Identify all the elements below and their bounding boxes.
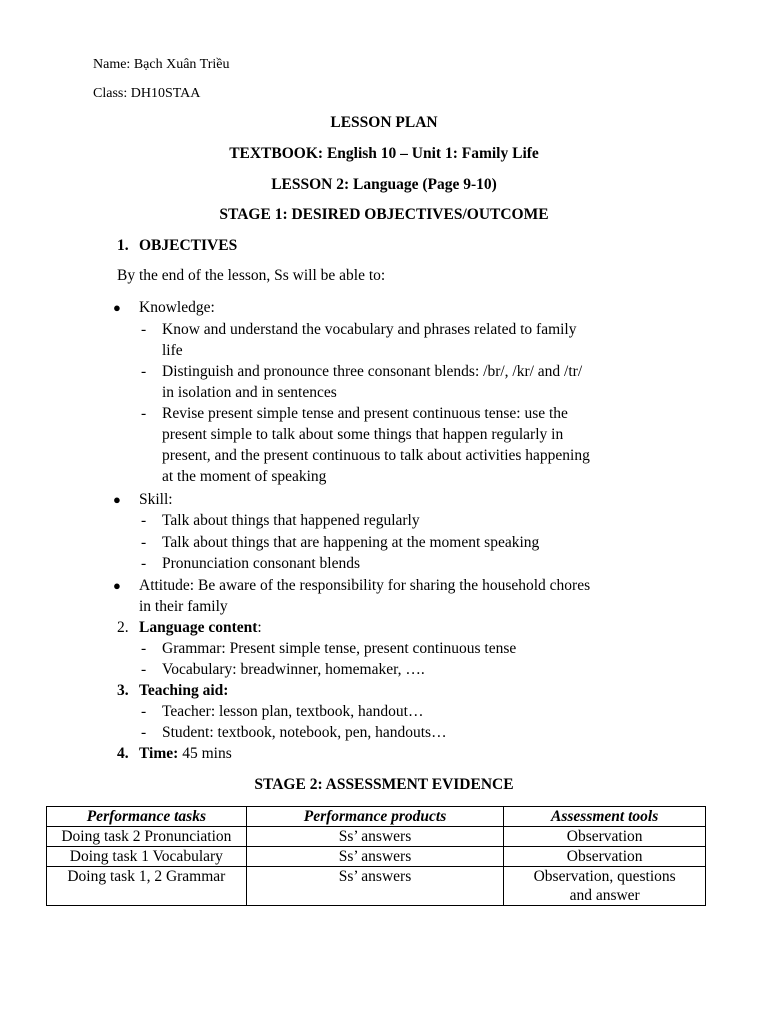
stage1-heading: STAGE 1: DESIRED OBJECTIVES/OUTCOME: [219, 206, 549, 223]
skill-label: Skill:: [139, 491, 173, 508]
time-number: 4.: [117, 745, 129, 762]
table-row: [47, 827, 706, 847]
language-item-grammar: Grammar: Present simple tense, present continuous tense: [162, 640, 517, 657]
lesson-plan-title: LESSON PLAN: [330, 114, 438, 131]
skill-item-3: Pronunciation consonant blends: [162, 555, 361, 572]
bullet-skill: ●: [113, 492, 121, 507]
skill-item-2: Talk about things that are happening at the moment speaking: [162, 534, 540, 551]
header-performance-products: Performance products: [246, 807, 504, 827]
table-row: [47, 847, 706, 867]
dash-marker: -: [141, 661, 147, 678]
teaching-aid-teacher: Teacher: lesson plan, textbook, handout…: [162, 703, 424, 720]
knowledge-item-2-line-1: Distinguish and pronounce three consonant blends: /br/, /kr/ and /tr/: [162, 363, 583, 380]
product-cell: Ss’ answers: [246, 867, 504, 906]
language-item-vocabulary: Vocabulary: breadwinner, homemaker, ….: [162, 661, 425, 678]
bullet-attitude: ●: [113, 578, 121, 593]
language-content-heading-line: [139, 619, 262, 637]
student-class: Class: DH10STAA: [93, 86, 201, 101]
product-cell: Ss’ answers: [246, 827, 504, 847]
task-cell: Doing task 1 Vocabulary: [47, 847, 247, 867]
dash-marker: -: [141, 640, 147, 657]
objectives-intro: By the end of the lesson, Ss will be able to:: [117, 267, 386, 284]
tool-cell: [504, 867, 706, 906]
dash-marker: -: [141, 534, 147, 551]
knowledge-item-1-line-2: life: [162, 342, 183, 359]
tool-cell-line-1: Observation, questions: [533, 868, 676, 885]
dash-marker: -: [141, 555, 147, 572]
dash-marker: -: [141, 512, 147, 529]
lesson-title: LESSON 2: Language (Page 9-10): [271, 176, 497, 193]
attitude-line-1: Attitude: Be aware of the responsibility for sharing the household chores: [139, 577, 591, 594]
skill-item-1: Talk about things that happened regularly: [162, 512, 420, 529]
stage2-heading: STAGE 2: ASSESSMENT EVIDENCE: [254, 776, 514, 793]
task-cell: Doing task 2 Pronunciation: [47, 827, 247, 847]
dash-marker: -: [141, 321, 147, 338]
dash-marker: -: [141, 363, 147, 380]
tool-cell: Observation: [504, 827, 706, 847]
dash-marker: -: [141, 724, 147, 741]
language-content-heading: Language content: [139, 619, 258, 636]
assessment-table: [46, 806, 706, 906]
language-content-colon: :: [257, 619, 262, 636]
bullet-knowledge: ●: [113, 300, 121, 315]
table-header-row: [47, 807, 706, 827]
tool-cell-line-2: and answer: [569, 887, 640, 904]
teaching-aid-number: 3.: [117, 682, 129, 699]
table-row: [47, 867, 706, 906]
knowledge-item-1-line-1: Know and understand the vocabulary and phrases related to family: [162, 321, 577, 338]
time-heading: Time:: [139, 745, 179, 762]
knowledge-item-3-line-2: present simple to talk about some things that happen regularly in: [162, 426, 564, 443]
teaching-aid-heading: Teaching aid:: [139, 682, 229, 699]
teaching-aid-student: Student: textbook, notebook, pen, handouts…: [162, 724, 447, 741]
time-line: [139, 745, 232, 763]
header-performance-tasks: Performance tasks: [47, 807, 247, 827]
objectives-heading: OBJECTIVES: [139, 237, 238, 254]
knowledge-item-3-line-1: Revise present simple tense and present continuous tense: use the: [162, 405, 568, 422]
knowledge-item-3-line-3: present, and the present continuous to talk about activities happening: [162, 447, 590, 464]
dash-marker: -: [141, 703, 147, 720]
knowledge-label: Knowledge:: [139, 299, 215, 316]
student-name: Name: Bạch Xuân Triều: [93, 57, 230, 72]
dash-marker: -: [141, 405, 147, 422]
objectives-number: 1.: [117, 237, 129, 254]
tool-cell: Observation: [504, 847, 706, 867]
task-cell: Doing task 1, 2 Grammar: [47, 867, 247, 906]
language-content-number: 2.: [117, 619, 129, 636]
header-assessment-tools: Assessment tools: [504, 807, 706, 827]
time-value: 45 mins: [178, 745, 232, 762]
knowledge-item-2-line-2: in isolation and in sentences: [162, 384, 337, 401]
knowledge-item-3-line-4: at the moment of speaking: [162, 468, 327, 485]
product-cell: Ss’ answers: [246, 847, 504, 867]
attitude-line-2: in their family: [139, 598, 228, 615]
textbook-title: TEXTBOOK: English 10 – Unit 1: Family Life: [229, 145, 539, 162]
